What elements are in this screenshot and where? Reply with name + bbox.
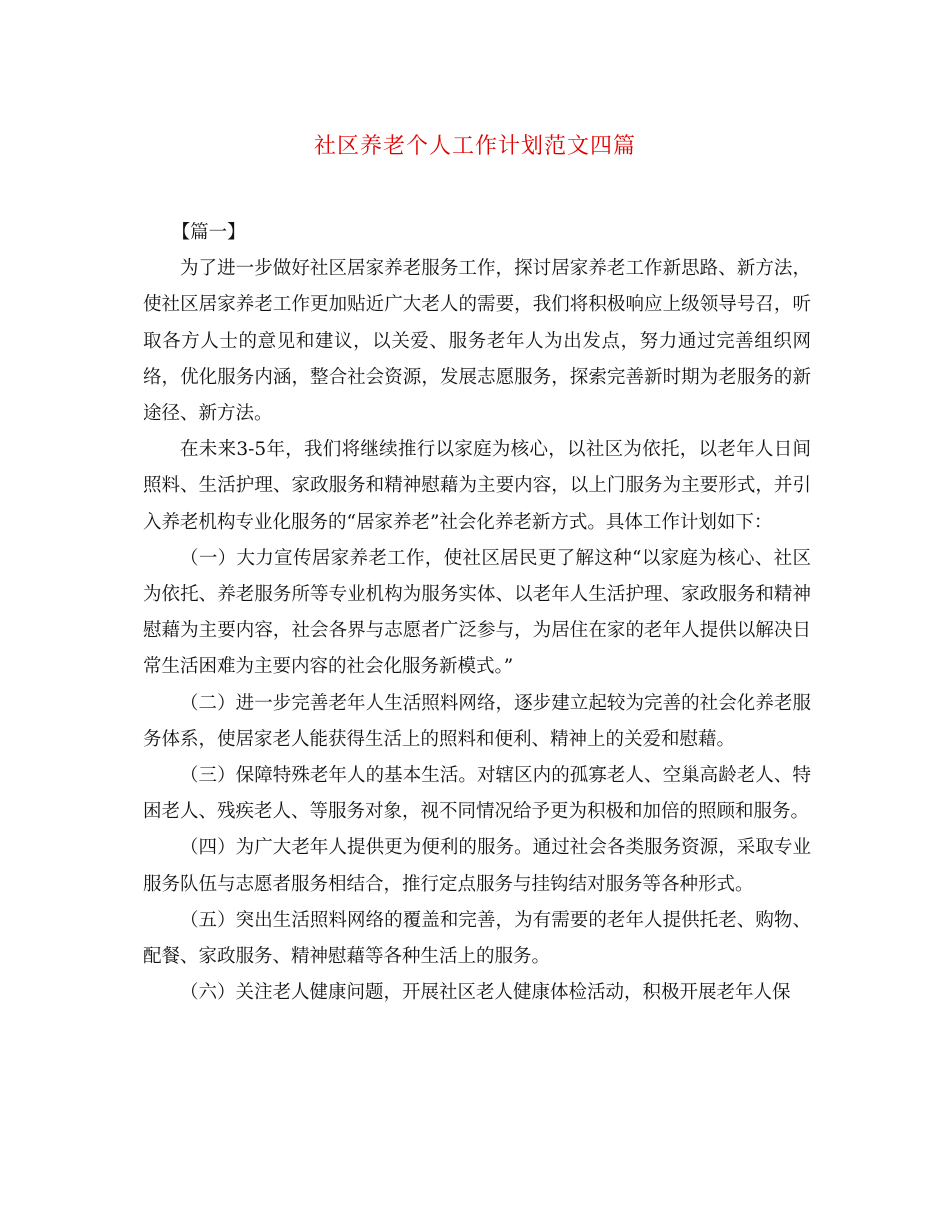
paragraph-item-1: （一）大力宣传居家养老工作，使社区居民更了解这种“以家庭为核心、社区为依托、养老服务所等专业机构为服务实体、以老年人生活护理、家政服务和精神慰藉为主要内容，社会各界与志愿者广泛参与，为居住在家的老年人提供以解决日常生活困难为主要内容的社会化服务新模式。”: [143, 547, 811, 678]
paragraph-item-4: （四）为广大老年人提供更为便利的服务。通过社会各类服务资源，采取专业服务队伍与志愿者服务相结合，推行定点服务与挂钩结对服务等各种形式。: [143, 837, 811, 895]
paragraph-item-5: （五）突出生活照料网络的覆盖和完善，为有需要的老年人提供托老、购物、配餐、家政服务、精神慰藉等各种生活上的服务。: [143, 909, 811, 968]
paragraph-intro: 为了进一步做好社区居家养老服务工作，探讨居家养老工作新思路、新方法，使社区居家养老工作更加贴近广大老人的需要，我们将积极响应上级领导号召，听取各方人士的意见和建议，以关爱、服务老年人为出发点，努力通过完善组织网络，优化服务内涵，整合社会资源，发展志愿服务，探索完善新时期为老服务的新途径、新方法。: [143, 258, 811, 425]
section-heading: 【篇一】: [171, 222, 246, 243]
document-title: 社区养老个人工作计划范文四篇: [313, 134, 636, 159]
document-body: [143, 215, 811, 1011]
paragraph-item-2: （二）进一步完善老年人生活照料网络，逐步建立起较为完善的社会化养老服务体系，使居家老人能获得生活上的照料和便利、精神上的关爱和慰藉。: [143, 692, 811, 750]
paragraph-item-6: （六）关注老人健康问题，开展社区老人健康体检活动，积极开展老年人保: [180, 982, 791, 1004]
paragraph-item-3: （三）保障特殊老年人的基本生活。对辖区内的孤寡老人、空巢高龄老人、特困老人、残疾老人、等服务对象，视不同情况给予更为积极和加倍的照顾和服务。: [143, 765, 811, 823]
paragraph-plan: 在未来3-5年，我们将继续推行以家庭为核心，以社区为依托，以老年人日间照料、生活护理、家政服务和精神慰藉为主要内容，以上门服务为主要形式，并引入养老机构专业化服务的“居家养老”社会化养老新方式。具体工作计划如下：: [143, 439, 811, 533]
